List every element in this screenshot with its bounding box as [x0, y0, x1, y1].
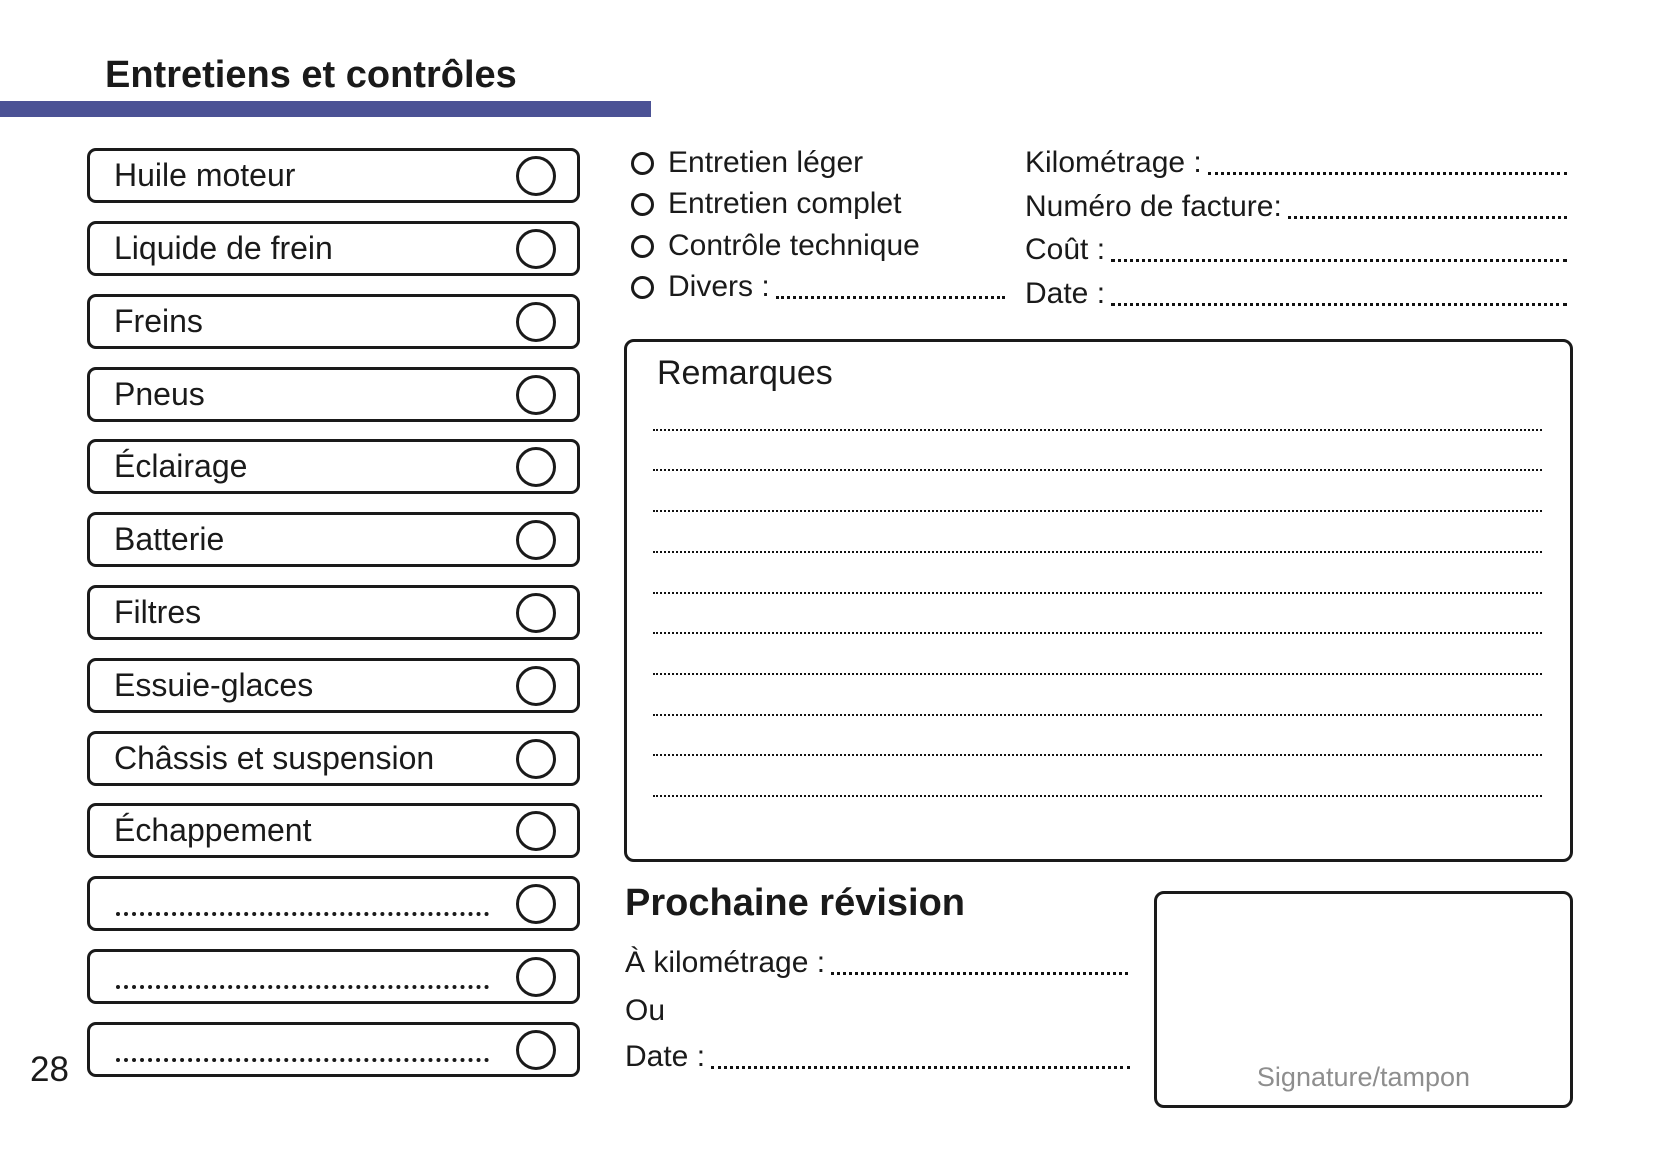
checklist-item-label: Échappement	[114, 812, 312, 848]
check-circle[interactable]	[516, 739, 556, 779]
title-underline-bar	[0, 101, 651, 117]
field-label: Date :	[625, 1040, 706, 1073]
next-service-kilometrage-field	[625, 946, 1128, 980]
remarks-box	[624, 339, 1573, 862]
service-type-label: Entretien complet	[668, 187, 902, 220]
check-circle[interactable]	[516, 811, 556, 851]
cout-field	[1025, 233, 1567, 267]
remarks-input-line[interactable]	[653, 634, 1542, 675]
checklist-row	[87, 658, 580, 713]
checklist-item-label: Essuie-glaces	[114, 667, 314, 703]
service-type-label: Contrôle technique	[668, 229, 920, 262]
check-circle[interactable]	[516, 229, 556, 269]
checklist-row-blank	[87, 876, 580, 931]
blank-entry-line[interactable]	[116, 912, 489, 916]
checklist-item-label: Liquide de frein	[114, 230, 333, 266]
checklist-row	[87, 803, 580, 858]
numero-facture-field	[1025, 190, 1567, 224]
service-type-option	[631, 187, 1051, 221]
checklist-item-label: Pneus	[114, 376, 205, 412]
date-input-line[interactable]	[1111, 303, 1567, 306]
field-label: Date :	[1025, 277, 1106, 310]
check-circle[interactable]	[516, 156, 556, 196]
checklist-row	[87, 439, 580, 494]
signature-label: Signature/tampon	[1256, 1062, 1471, 1092]
checklist-item-label: Batterie	[114, 521, 225, 557]
remarks-input-line[interactable]	[653, 390, 1542, 431]
service-type-label: Entretien léger	[668, 146, 864, 179]
field-label: Coût :	[1025, 233, 1106, 266]
remarks-input-line[interactable]	[653, 716, 1542, 757]
check-circle[interactable]	[516, 1030, 556, 1070]
checklist-row-blank	[87, 1022, 580, 1077]
remarks-input-line[interactable]	[653, 756, 1542, 797]
page-number: 28	[30, 1050, 69, 1089]
next-service-date-field	[625, 1040, 1130, 1074]
kilometrage-input-line[interactable]	[1208, 172, 1567, 175]
remarks-input-line[interactable]	[653, 431, 1542, 472]
checklist-row	[87, 512, 580, 567]
check-circle[interactable]	[516, 375, 556, 415]
check-circle[interactable]	[516, 302, 556, 342]
radio-circle[interactable]	[631, 193, 654, 216]
checklist-item-label: Châssis et suspension	[114, 740, 435, 776]
blank-entry-line[interactable]	[116, 985, 489, 989]
numero-facture-input-line[interactable]	[1288, 216, 1567, 219]
checklist-item-label: Freins	[114, 303, 203, 339]
radio-circle[interactable]	[631, 235, 654, 258]
signature-area[interactable]	[1154, 891, 1573, 1108]
remarks-input-line[interactable]	[653, 512, 1542, 553]
cout-input-line[interactable]	[1111, 259, 1567, 262]
kilometrage-field	[1025, 146, 1567, 180]
service-type-option-divers	[631, 270, 1005, 304]
checklist-row	[87, 731, 580, 786]
next-kilometrage-input-line[interactable]	[831, 972, 1128, 975]
check-circle[interactable]	[516, 957, 556, 997]
page-title: Entretiens et contrôles	[105, 54, 517, 96]
radio-circle[interactable]	[631, 152, 654, 175]
remarks-input-line[interactable]	[653, 594, 1542, 635]
checklist-item-label: Huile moteur	[114, 157, 296, 193]
radio-circle[interactable]	[631, 276, 654, 299]
field-label: Kilométrage :	[1025, 146, 1202, 179]
checklist-row	[87, 585, 580, 640]
checklist-row-blank	[87, 949, 580, 1004]
checklist-item-label: Éclairage	[114, 448, 248, 484]
remarks-lines	[653, 390, 1542, 797]
remarks-input-line[interactable]	[653, 471, 1542, 512]
check-circle[interactable]	[516, 666, 556, 706]
service-type-option	[631, 146, 1051, 180]
check-circle[interactable]	[516, 884, 556, 924]
field-label: À kilométrage :	[625, 946, 826, 979]
check-circle[interactable]	[516, 593, 556, 633]
checklist-item-label: Filtres	[114, 594, 202, 630]
divers-input-line[interactable]	[776, 296, 1005, 299]
service-type-label: Divers :	[668, 270, 770, 303]
check-circle[interactable]	[516, 447, 556, 487]
service-type-option	[631, 229, 1051, 263]
checklist-row	[87, 367, 580, 422]
remarks-title: Remarques	[657, 354, 833, 392]
checklist-row	[87, 148, 580, 203]
field-label: Numéro de facture:	[1025, 190, 1282, 223]
or-label: Ou	[625, 994, 666, 1027]
remarks-input-line[interactable]	[653, 675, 1542, 716]
checklist-row	[87, 221, 580, 276]
remarks-input-line[interactable]	[653, 553, 1542, 594]
blank-entry-line[interactable]	[116, 1058, 489, 1062]
date-field	[1025, 277, 1567, 311]
check-circle[interactable]	[516, 520, 556, 560]
checklist-row	[87, 294, 580, 349]
next-date-input-line[interactable]	[711, 1066, 1130, 1069]
next-service-title: Prochaine révision	[625, 882, 966, 924]
